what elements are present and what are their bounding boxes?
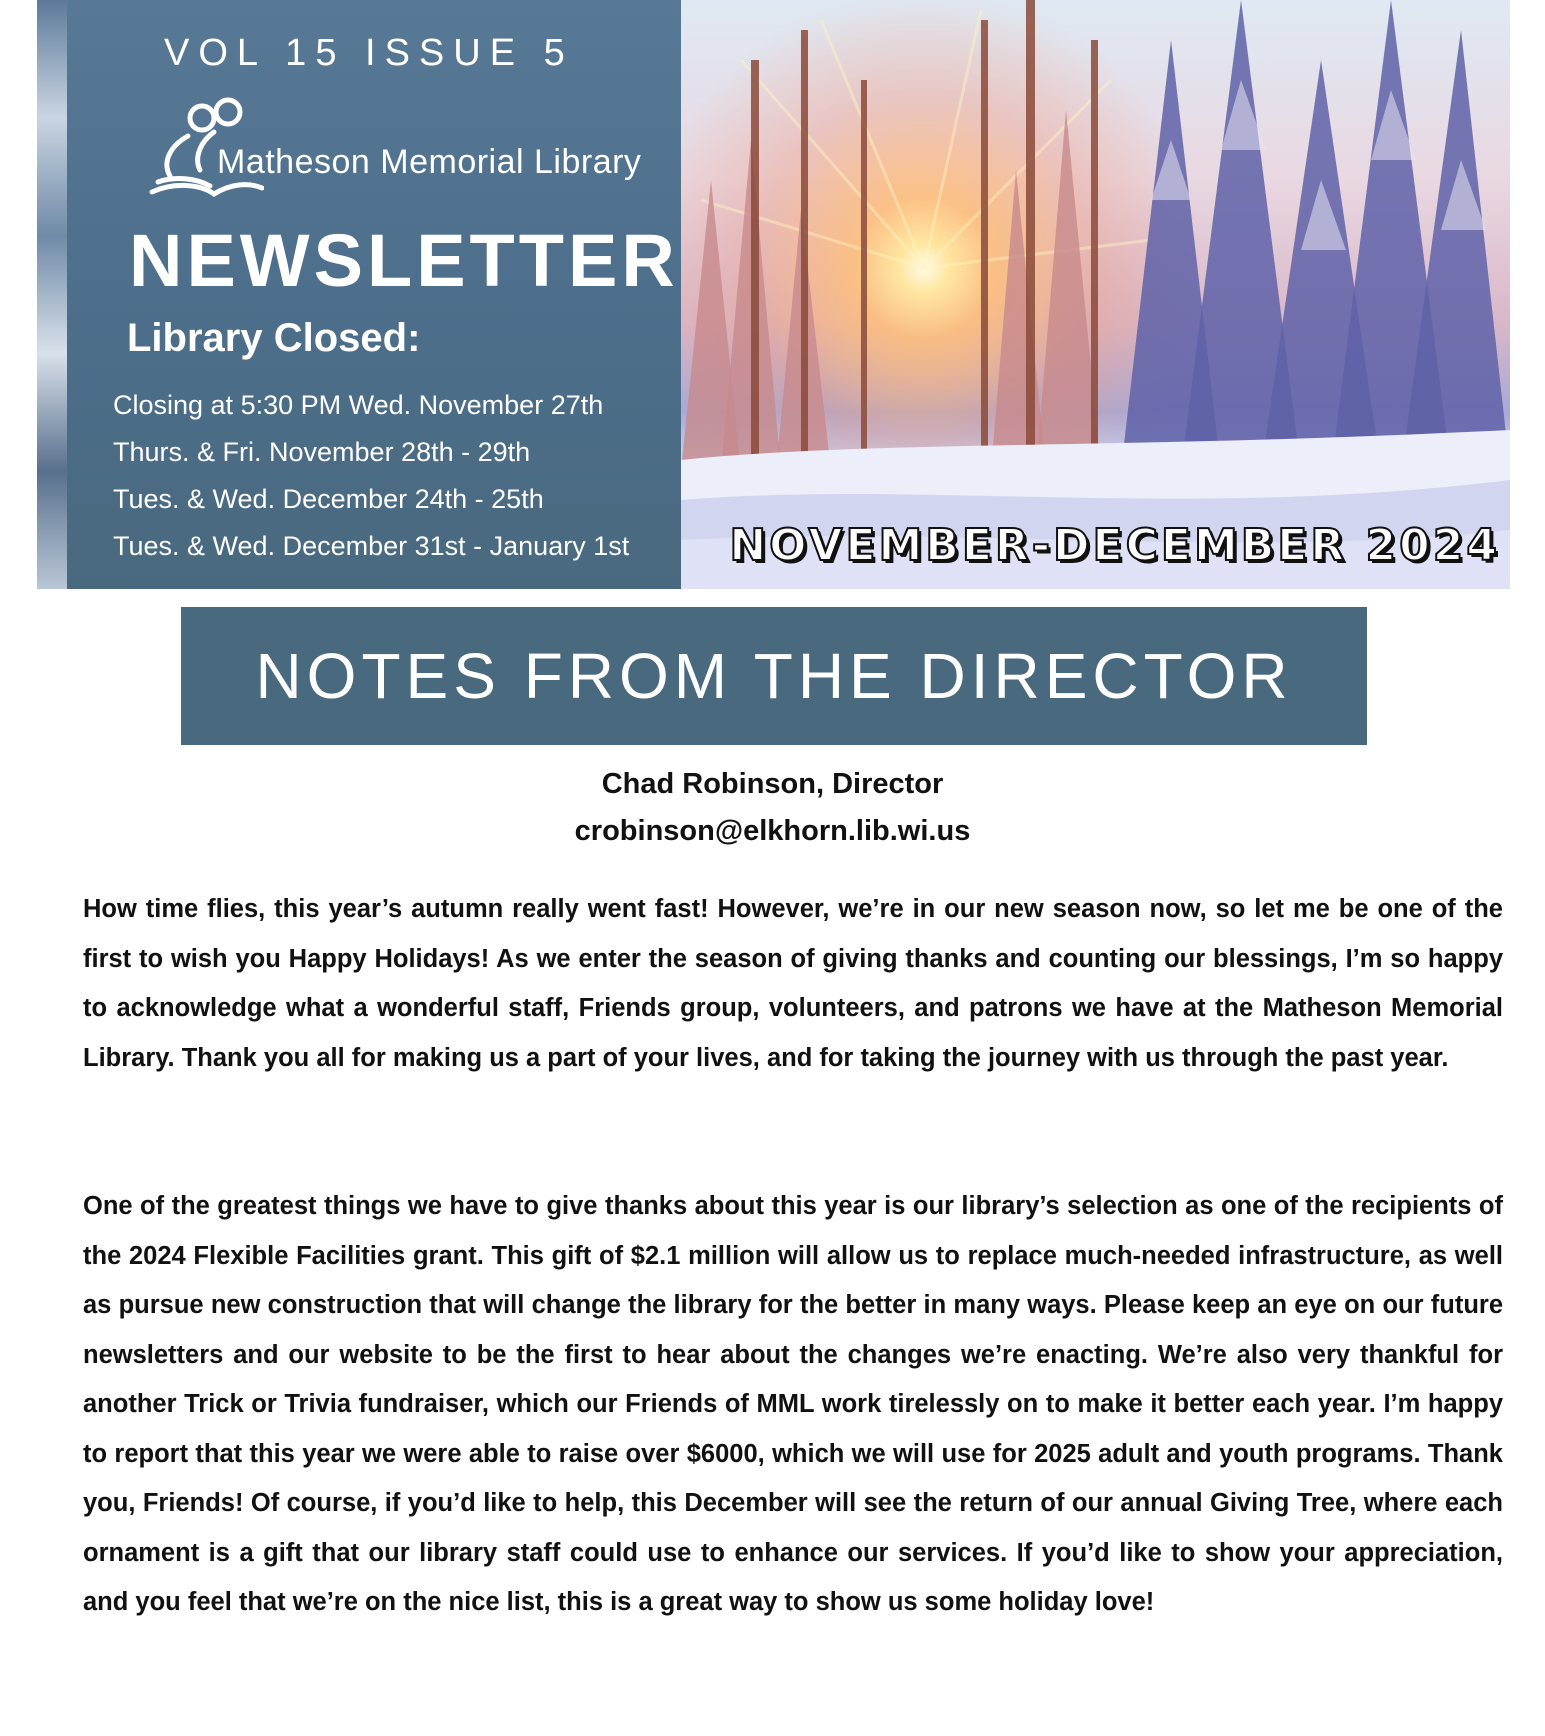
- snowy-tree-strip: [37, 0, 67, 589]
- section-title: NOTES FROM THE DIRECTOR: [255, 640, 1293, 712]
- info-panel: [67, 0, 681, 589]
- author-email[interactable]: crobinson@elkhorn.lib.wi.us: [574, 815, 971, 847]
- closure-list: [113, 382, 629, 570]
- newsletter-title: NEWSLETTER: [129, 219, 679, 302]
- paragraph: How time flies, this year’s autumn really went fast! However, we’re in our new season now, so let me be one of the first to wish you Happy Holidays! As we enter the season of giving thanks and counting our blessings, I’m so happy to acknowledge what a wonderful staff, Friends group, volunteers, and patrons we have at the Matheson Memorial Library. Thank you all for making us a part of your lives, and for taking the journey with us through the past year.: [83, 895, 1503, 1072]
- library-name: Matheson Memorial Library: [217, 143, 642, 181]
- winter-forest-photo: [681, 0, 1510, 589]
- author-name: Chad Robinson, Director: [601, 768, 944, 800]
- issue-date: NOVEMBER-DECEMBER 2024: [729, 520, 1500, 571]
- closure-item: Tues. & Wed. December 24th - 25th: [113, 484, 544, 514]
- closed-heading: Library Closed:: [127, 316, 421, 360]
- closure-item: Closing at 5:30 PM Wed. November 27th: [113, 390, 604, 420]
- closure-item: Thurs. & Fri. November 28th - 29th: [113, 437, 531, 467]
- section-title-bar: [181, 607, 1367, 745]
- volume-issue: VOL 15 ISSUE 5: [164, 32, 574, 74]
- closure-item: Tues. & Wed. December 31st - January 1st: [113, 531, 630, 561]
- paragraph: One of the greatest things we have to give thanks about this year is our library’s selection as one of the recipients of the 2024 Flexible Facilities grant. This gift of $2.1 million will allow us to replace much-needed infrastructure, as well as pursue new construction that will change the library for the better in many ways. Please keep an eye on our future newsletters and our website to be the first to hear about the changes we’re enacting. We’re also very thankful for another Trick or Trivia fundraiser, which our Friends of MML work tirelessly on to make it better each year. I’m happy to report that this year we were able to raise over $6000, which we will use for 2025 adult and youth programs. Thank you, Friends! Of course, if you’d like to help, this December will see the return of our annual Giving Tree, where each ornament is a gift that our library staff could use to enhance our services. If you’d like to show your appreciation, and you feel that we’re on the nice list, this is a great way to show us some holiday love!: [83, 1192, 1503, 1616]
- newsletter-banner: [37, 0, 1510, 589]
